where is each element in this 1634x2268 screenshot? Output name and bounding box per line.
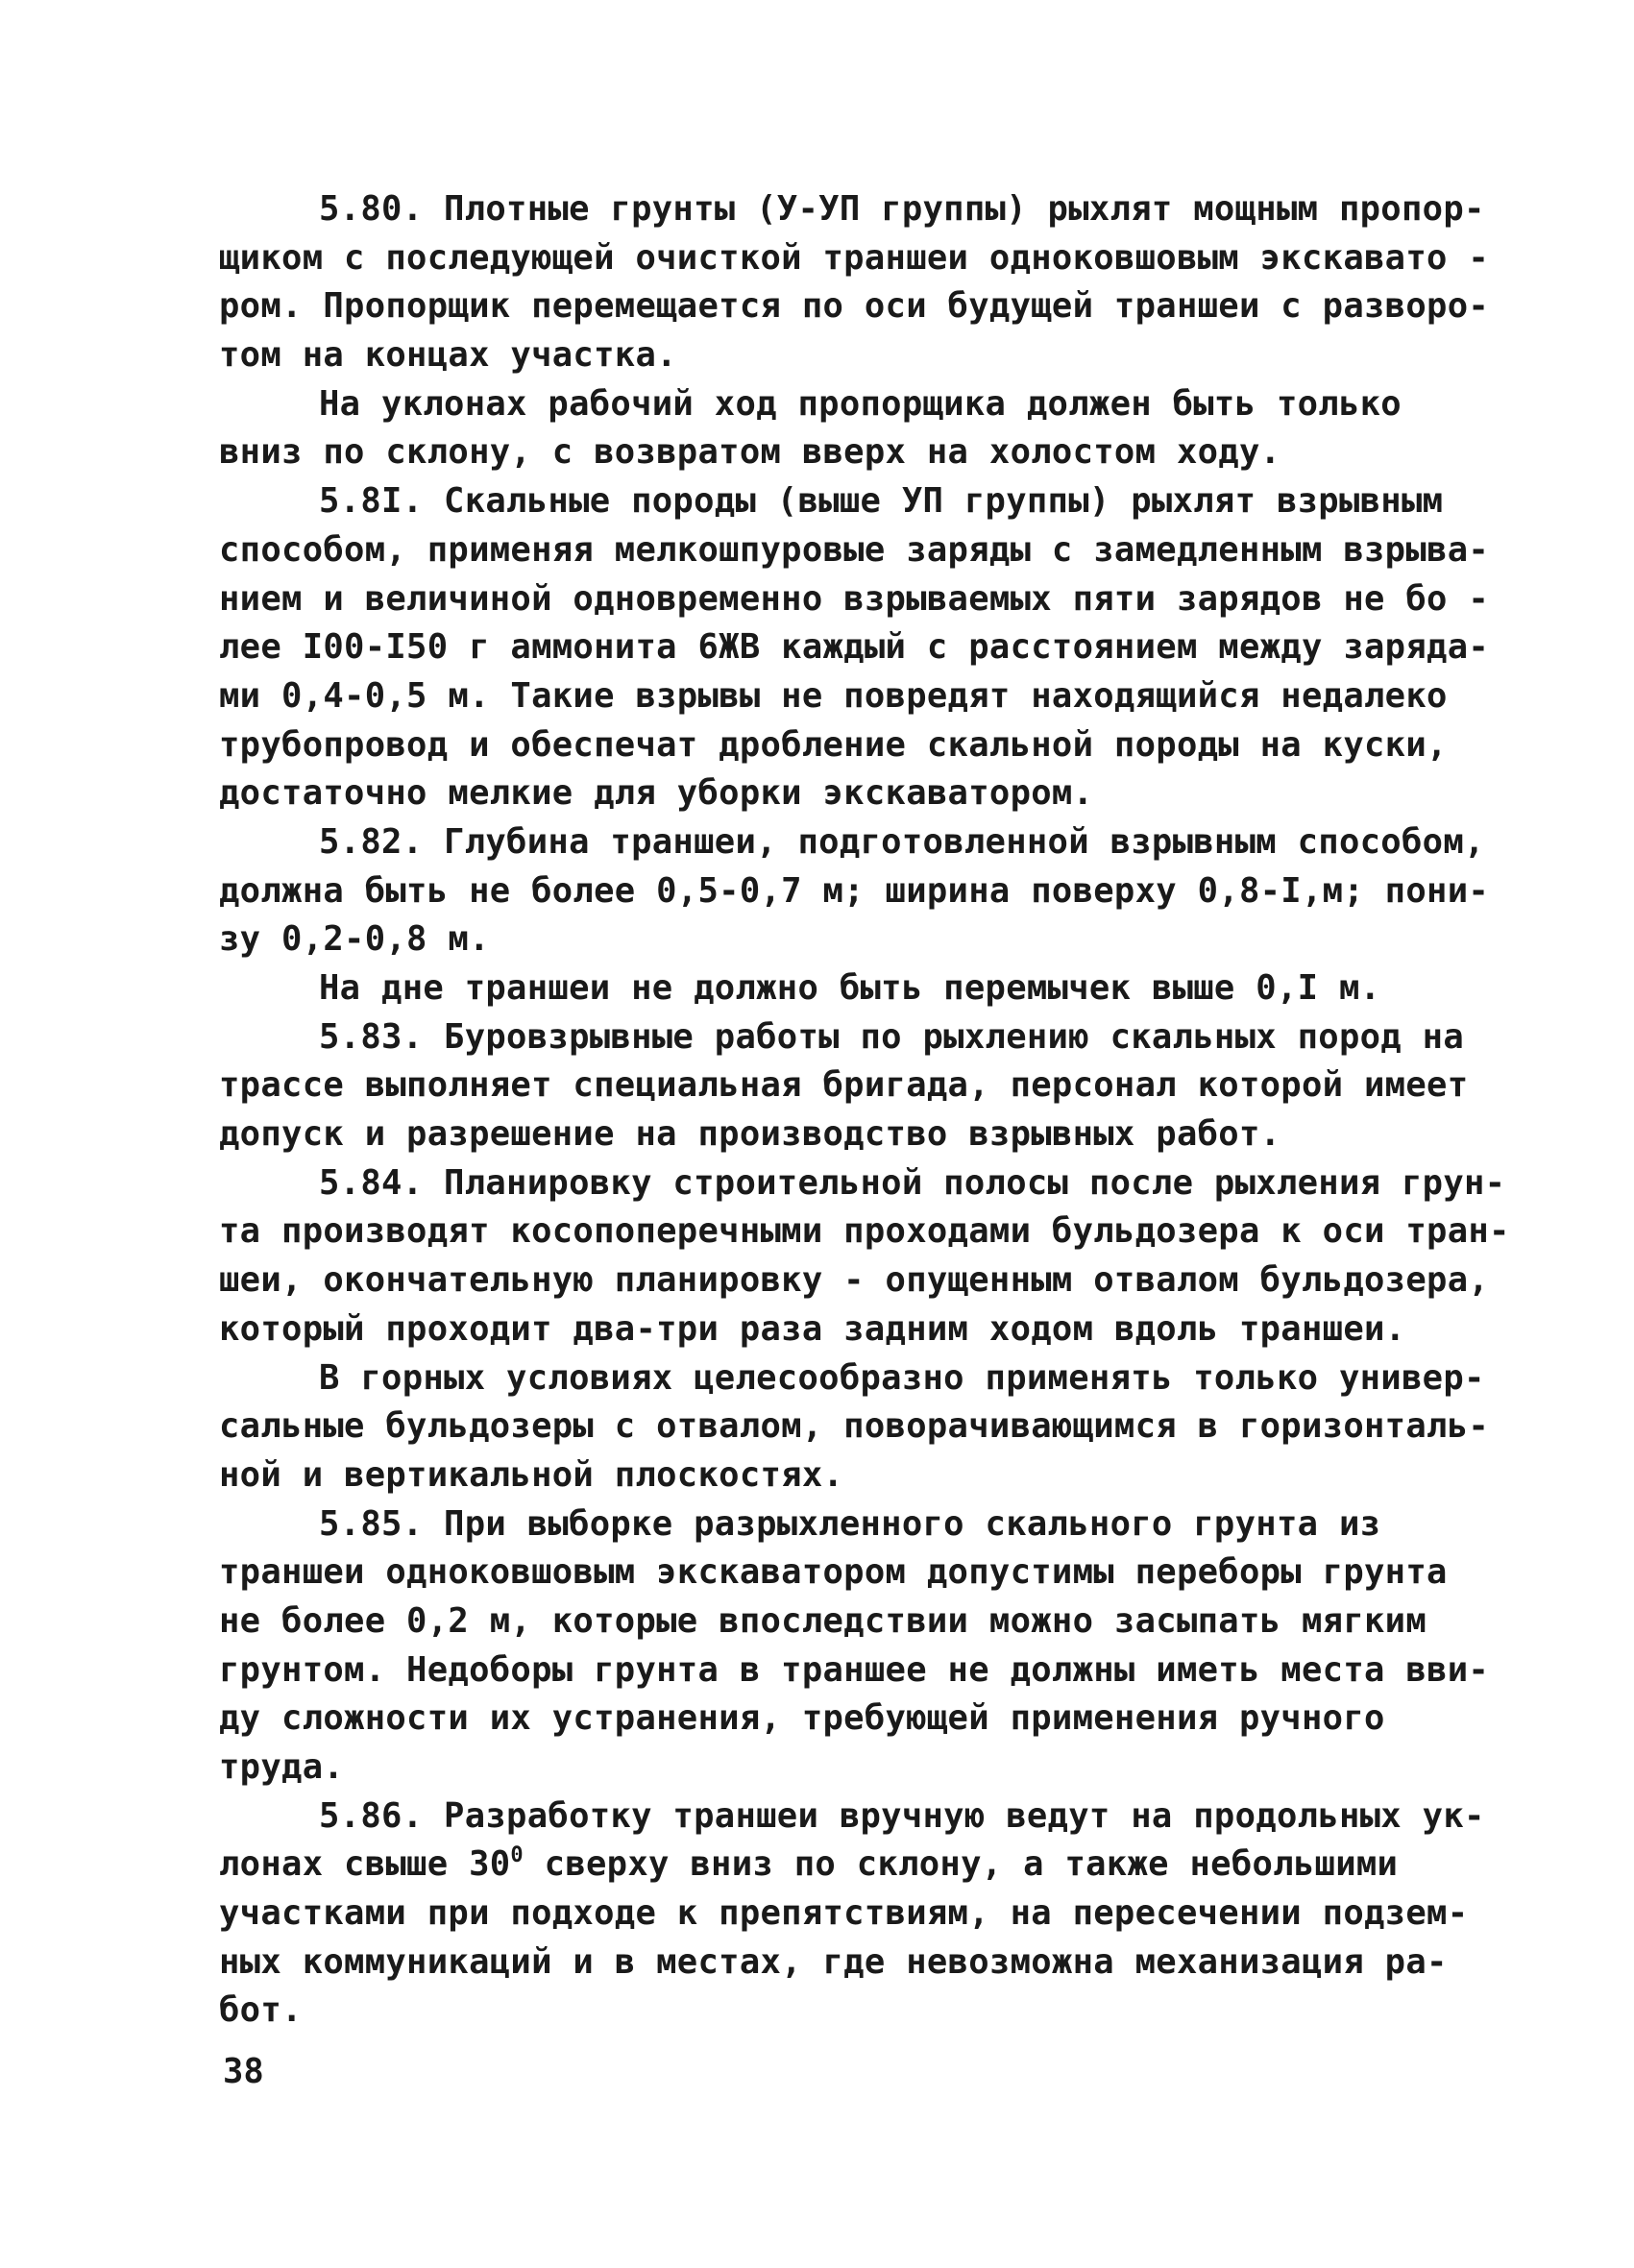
text-line: нием и величиной одновременно взрываемых пяти зарядов не бо - <box>219 578 1490 619</box>
text-line: 5.84. Планировку строительной полосы после рыхления грун- <box>319 1162 1506 1203</box>
text-line: участками при подходе к препятствиям, на пересечении подзем- <box>219 1893 1469 1934</box>
text-line: должна быть не более 0,5-0,7 м; ширина поверху 0,8-I,м; пони- <box>219 870 1490 911</box>
text-line: В горных условиях целесообразно применять только универ- <box>319 1357 1485 1398</box>
text-line: 5.8I. Скальные породы (выше УП группы) рыхлят взрывным <box>319 481 1444 522</box>
text-line: труда. <box>219 1747 345 1787</box>
body-text <box>219 185 1510 2036</box>
text-line: ми 0,4-0,5 м. Такие взрывы не повредят находящийся недалеко <box>219 675 1448 716</box>
text-line: щиком с последующей очисткой траншеи одноковшовым экскавато - <box>219 237 1490 278</box>
text-fragment: сверху вниз по склону, а также небольшими <box>523 1844 1399 1885</box>
text-line: траншеи одноковшовым экскаватором допустимы переборы грунта <box>219 1552 1448 1593</box>
text-line: трубопровод и обеспечат дробление скальной породы на куски, <box>219 724 1448 765</box>
text-line: сальные бульдозеры с отвалом, поворачивающимся в горизонталь- <box>219 1406 1490 1447</box>
text-line: та производят косопоперечными проходами бульдозера к оси тран- <box>219 1211 1510 1252</box>
text-line: трассе выполняет специальная бригада, персонал которой имеет <box>219 1065 1469 1106</box>
text-line: не более 0,2 м, которые впоследствии можно засыпать мягким <box>219 1600 1427 1641</box>
text-line: На уклонах рабочий ход пропорщика должен быть только <box>319 383 1402 424</box>
text-line: шеи, окончательную планировку - опущенным отвалом бульдозера, <box>219 1260 1490 1301</box>
text-fragment: лонах свыше 30 <box>219 1844 511 1885</box>
text-line: 5.83. Буровзрывные работы по рыхлению скальных пород на <box>319 1016 1465 1057</box>
text-line: ной и вертикальной плоскостях. <box>219 1454 844 1495</box>
text-line <box>219 1841 1468 1890</box>
text-line: достаточно мелкие для уборки экскаватором. <box>219 773 1094 814</box>
superscript: 0 <box>510 1843 524 1868</box>
text-line: 5.85. При выборке разрыхленного скального грунта из <box>319 1503 1381 1544</box>
text-line: способом, применяя мелкошпуровые заряды с замедленным взрыва- <box>219 529 1490 570</box>
text-line: ных коммуникаций и в местах, где невозможна механизация ра- <box>219 1941 1448 1982</box>
text-line: ром. Пропорщик перемещается по оси будущей траншеи с разворо- <box>219 286 1490 327</box>
text-line: 5.86. Разработку траншеи вручную ведут на продольных ук- <box>319 1795 1485 1836</box>
page-number: 38 <box>223 2052 264 2091</box>
text-line: грунтом. Недоборы грунта в траншее не должны иметь места вви- <box>219 1649 1490 1690</box>
text-line: 5.82. Глубина траншеи, подготовленной взрывным способом, <box>319 821 1485 862</box>
text-line: 5.80. Плотные грунты (У-УП группы) рыхлят мощным пропор- <box>319 189 1485 229</box>
text-line: зу 0,2-0,8 м. <box>219 919 490 960</box>
text-line: том на концах участка. <box>219 335 677 376</box>
text-line: вниз по склону, с возвратом вверх на холостом ходу. <box>219 432 1281 473</box>
text-line: лее I00-I50 г аммонита 6ЖВ каждый с расстоянием между заряда- <box>219 627 1490 668</box>
text-line: На дне траншеи не должно быть перемычек выше 0,I м. <box>319 968 1381 1008</box>
text-line: допуск и разрешение на производство взрывных работ. <box>219 1114 1281 1155</box>
text-line: ду сложности их устранения, требующей применения ручного <box>219 1698 1385 1739</box>
text-line: который проходит два-три раза задним ходом вдоль траншеи. <box>219 1308 1406 1349</box>
text-line: бот. <box>219 1990 303 2031</box>
